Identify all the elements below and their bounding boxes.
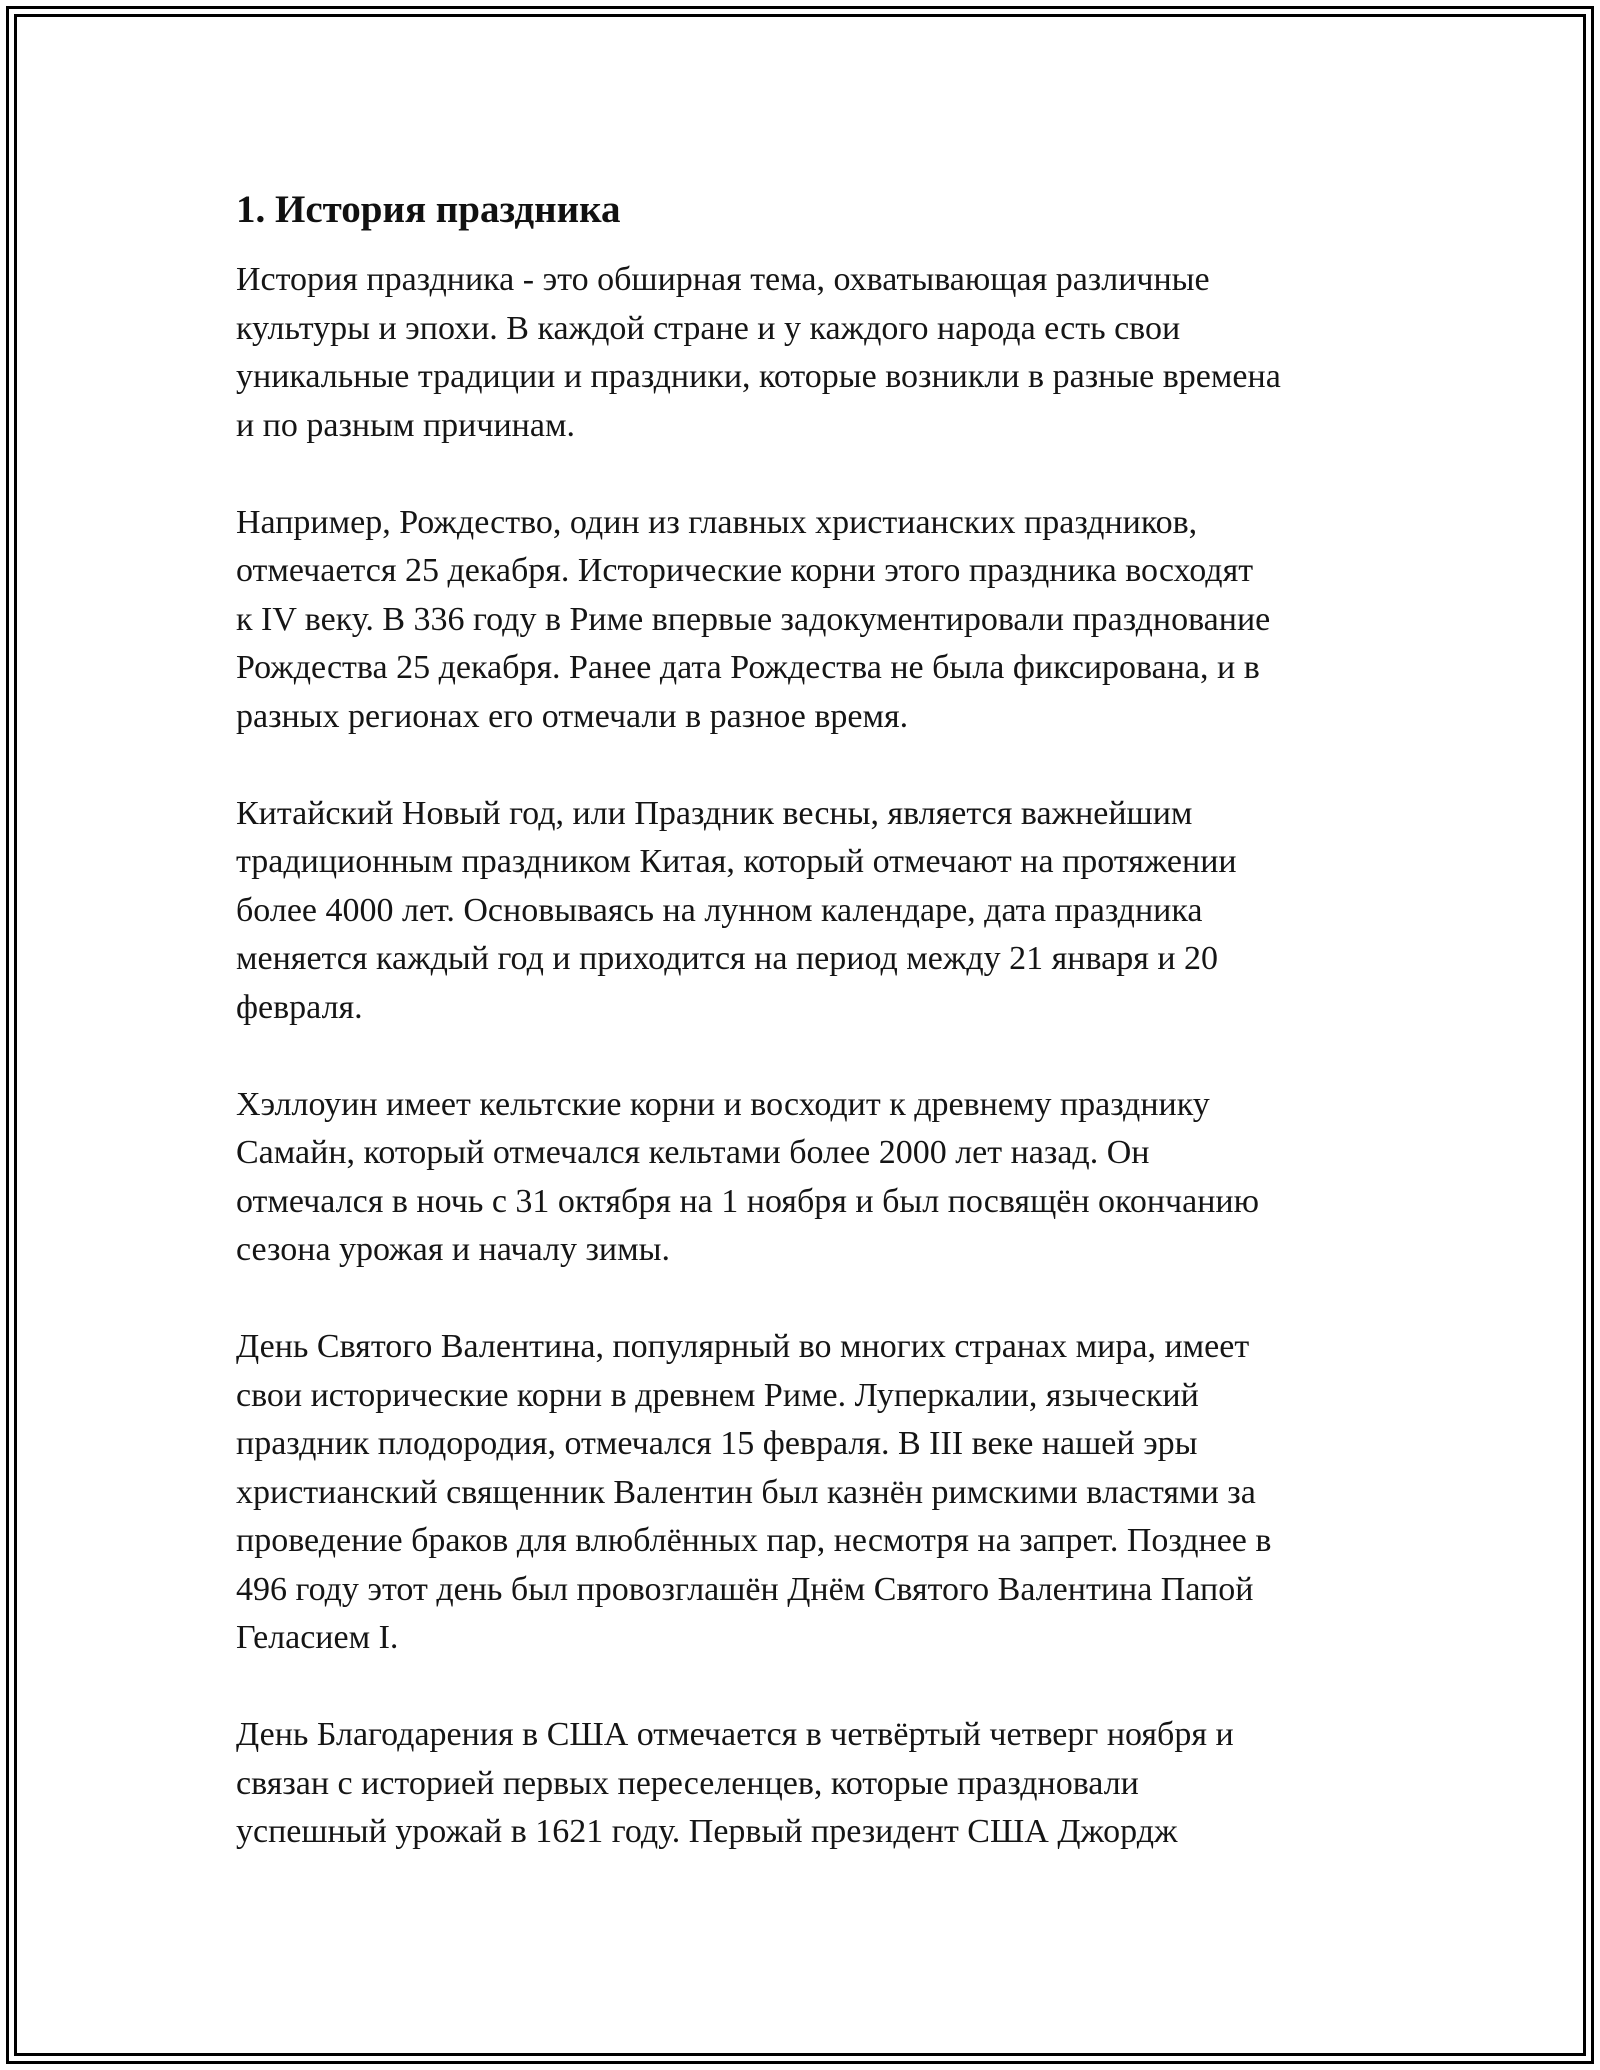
paragraph-line: праздник плодородия, отмечался 15 февраля. В III веке нашей эры [236, 1425, 1198, 1462]
paragraph-line: отмечался в ночь с 31 октября на 1 ноября и был посвящён окончанию [236, 1182, 1260, 1220]
section-heading: 1. История праздника [236, 188, 621, 231]
paragraph-line: уникальные традиции и праздники, которые возникли в разные времена [236, 358, 1281, 395]
paragraph-valentines-day [236, 1323, 1386, 1663]
paragraph-line: более 4000 лет. Основываясь на лунном календаре, дата праздника [236, 891, 1203, 929]
paragraph-line: Самайн, который отмечался кельтами более 2000 лет назад. Он [236, 1134, 1150, 1171]
paragraph-line: День Святого Валентина, популярный во многих странах мира, имеет [236, 1328, 1250, 1365]
paragraph-intro [236, 256, 1386, 450]
document-body [236, 186, 1386, 1905]
paragraph-line: История праздника - это обширная тема, охватывающая различные [236, 261, 1210, 298]
paragraph-line: февраля. [236, 988, 363, 1026]
paragraph-line: 496 году этот день был провозглашён Днём Святого Валентина Папой [236, 1570, 1254, 1608]
paragraph-line: сезона урожая и началу зимы. [236, 1231, 670, 1268]
paragraph-line: традиционным праздником Китая, который отмечают на протяжении [236, 843, 1237, 880]
paragraph-line: День Благодарения в США отмечается в четвёртый четверг ноября и [236, 1716, 1234, 1753]
paragraph-line: свои исторические корни в древнем Риме. Луперкалии, языческий [236, 1376, 1199, 1414]
paragraph-line: связан с историей первых переселенцев, которые праздновали [236, 1764, 1139, 1802]
paragraph-chinese-new-year [236, 790, 1386, 1033]
paragraph-line: разных регионах его отмечали в разное время. [236, 697, 909, 735]
paragraph-thanksgiving [236, 1711, 1386, 1857]
paragraph-line: проведение браков для влюблённых пар, несмотря на запрет. Позднее в [236, 1522, 1272, 1559]
paragraph-line: отмечается 25 декабря. Исторические корни этого праздника восходят [236, 552, 1254, 589]
paragraph-line: к IV веку. В 336 году в Риме впервые задокументировали празднование [236, 600, 1271, 638]
paragraph-line: Например, Рождество, один из главных христианских праздников, [236, 503, 1198, 541]
paragraph-christmas [236, 499, 1386, 742]
paragraph-line: Китайский Новый год, или Праздник весны, является важнейшим [236, 794, 1193, 832]
paragraph-halloween [236, 1081, 1386, 1275]
paragraph-line: культуры и эпохи. В каждой стране и у каждого народа есть свои [236, 309, 1181, 347]
paragraph-line: меняется каждый год и приходится на период между 21 января и 20 [236, 940, 1219, 977]
paragraph-line: Рождества 25 декабря. Ранее дата Рождества не была фиксирована, и в [236, 649, 1260, 686]
paragraph-line: и по разным причинам. [236, 406, 575, 444]
paragraph-line: христианский священник Валентин был казнён римскими властями за [236, 1473, 1256, 1511]
paragraph-line: Геласием I. [236, 1619, 399, 1656]
paragraph-line: успешный урожай в 1621 году. Первый президент США Джордж [236, 1813, 1178, 1850]
paragraph-line: Хэллоуин имеет кельтские корни и восходит к древнему празднику [236, 1085, 1210, 1123]
